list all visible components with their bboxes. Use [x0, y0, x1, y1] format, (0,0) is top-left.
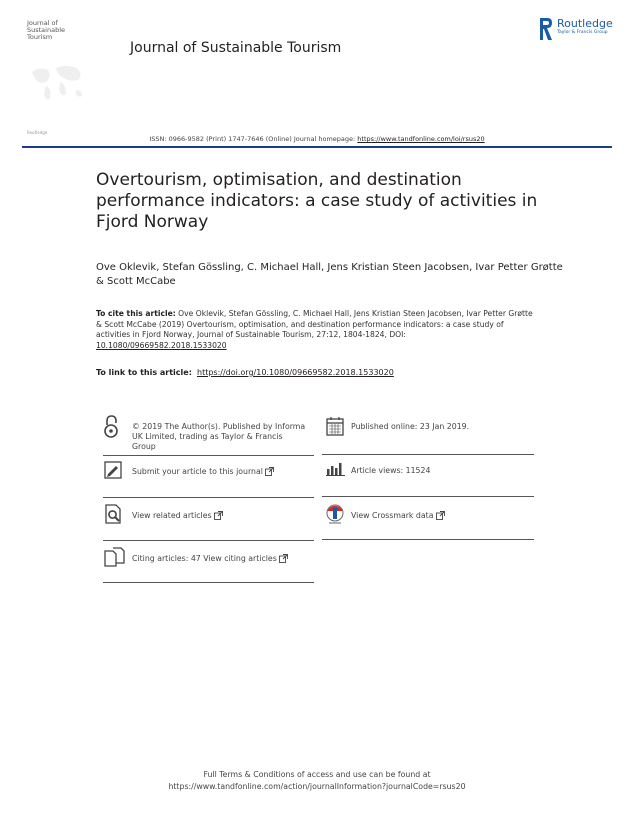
citing-articles-label: Citing articles: 47 View citing articles: [132, 554, 277, 563]
related-articles-label: View related articles: [132, 511, 212, 520]
publisher-logo-text: Routledge: [557, 17, 613, 30]
submit-article-label: Submit your article to this journal: [132, 467, 263, 476]
external-link-icon: [279, 554, 288, 563]
citation-block: [96, 309, 536, 351]
related-articles-icon: [104, 504, 124, 524]
world-map-icon: [26, 58, 90, 106]
article-title: Overtourism, optimisation, and destination performance indicators: a case study of activities in Fjord Norway: [96, 170, 538, 232]
crossmark-label: View Crossmark data: [351, 511, 434, 520]
metrics-divider: [322, 454, 534, 455]
issn-text: ISSN: 0966-9582 (Print) 1747-7646 (Online) Journal homepage:: [149, 135, 358, 143]
metrics-divider: [103, 497, 314, 498]
article-link-row: [96, 368, 394, 377]
metrics-divider: [103, 540, 314, 541]
open-access-icon: [103, 415, 119, 439]
bar-chart-icon: [326, 460, 346, 476]
footer-terms-text: Full Terms & Conditions of access and use can be found at: [203, 770, 431, 779]
publisher-logo-subtitle: Taylor & Francis Group: [557, 30, 608, 35]
citing-articles-icon: [104, 547, 126, 567]
external-link-icon: [265, 467, 274, 476]
metrics-divider: [322, 496, 534, 497]
metrics-divider: [103, 455, 314, 456]
related-articles-link[interactable]: [132, 511, 223, 521]
external-link-icon: [436, 511, 445, 520]
cover-journal-name: Journal of Sustainable Tourism: [27, 19, 66, 41]
article-link-label: To link to this article:: [96, 368, 192, 377]
published-date: Published online: 23 Jan 2019.: [351, 422, 470, 431]
crossmark-link[interactable]: [351, 511, 445, 521]
journal-title[interactable]: Journal of Sustainable Tourism: [130, 40, 342, 56]
submit-article-link[interactable]: [132, 467, 274, 477]
issn-line: [0, 135, 634, 143]
footer-terms-link[interactable]: https://www.tandfonline.com/action/journalInformation?journalCode=rsus20: [168, 781, 466, 791]
routledge-logo-icon: [538, 17, 554, 41]
article-link-url[interactable]: https://doi.org/10.1080/09669582.2018.1533020: [197, 368, 394, 377]
license-text: © 2019 The Author(s). Published by Informa UK Limited, trading as Taylor & Francis Group: [132, 422, 306, 451]
footer: [0, 769, 634, 792]
article-authors: Ove Oklevik, Stefan Gössling, C. Michael Hall, Jens Kristian Steen Jacobsen, Ivar Petter Grøtte & Scott McCabe: [96, 262, 563, 287]
cover-publisher-mark: Routledge: [27, 130, 48, 135]
article-views: Article views: 11524: [351, 466, 431, 475]
citing-articles-link[interactable]: [132, 554, 288, 564]
crossmark-icon: [325, 504, 345, 526]
metrics-divider: [103, 582, 314, 583]
metrics-divider: [322, 539, 534, 540]
citation-label: To cite this article:: [96, 309, 176, 318]
calendar-icon: [326, 416, 344, 436]
citation-text: Ove Oklevik, Stefan Gössling, C. Michael Hall, Jens Kristian Steen Jacobsen, Ivar Petter Grøtte & Scott McCabe (2019) Overtourism, optimisation, and destination performance indicators: a case study of activities in Fjord Norway, Journal of Sustainable Tourism, 27:12, 1804-1824, DOI:: [96, 309, 533, 340]
journal-homepage-link[interactable]: https://www.tandfonline.com/loi/rsus20: [357, 135, 485, 143]
doi-link[interactable]: 10.1080/09669582.2018.1533020: [96, 340, 227, 350]
external-link-icon: [214, 511, 223, 520]
header-divider: [22, 146, 612, 148]
submit-article-icon: [104, 461, 122, 479]
